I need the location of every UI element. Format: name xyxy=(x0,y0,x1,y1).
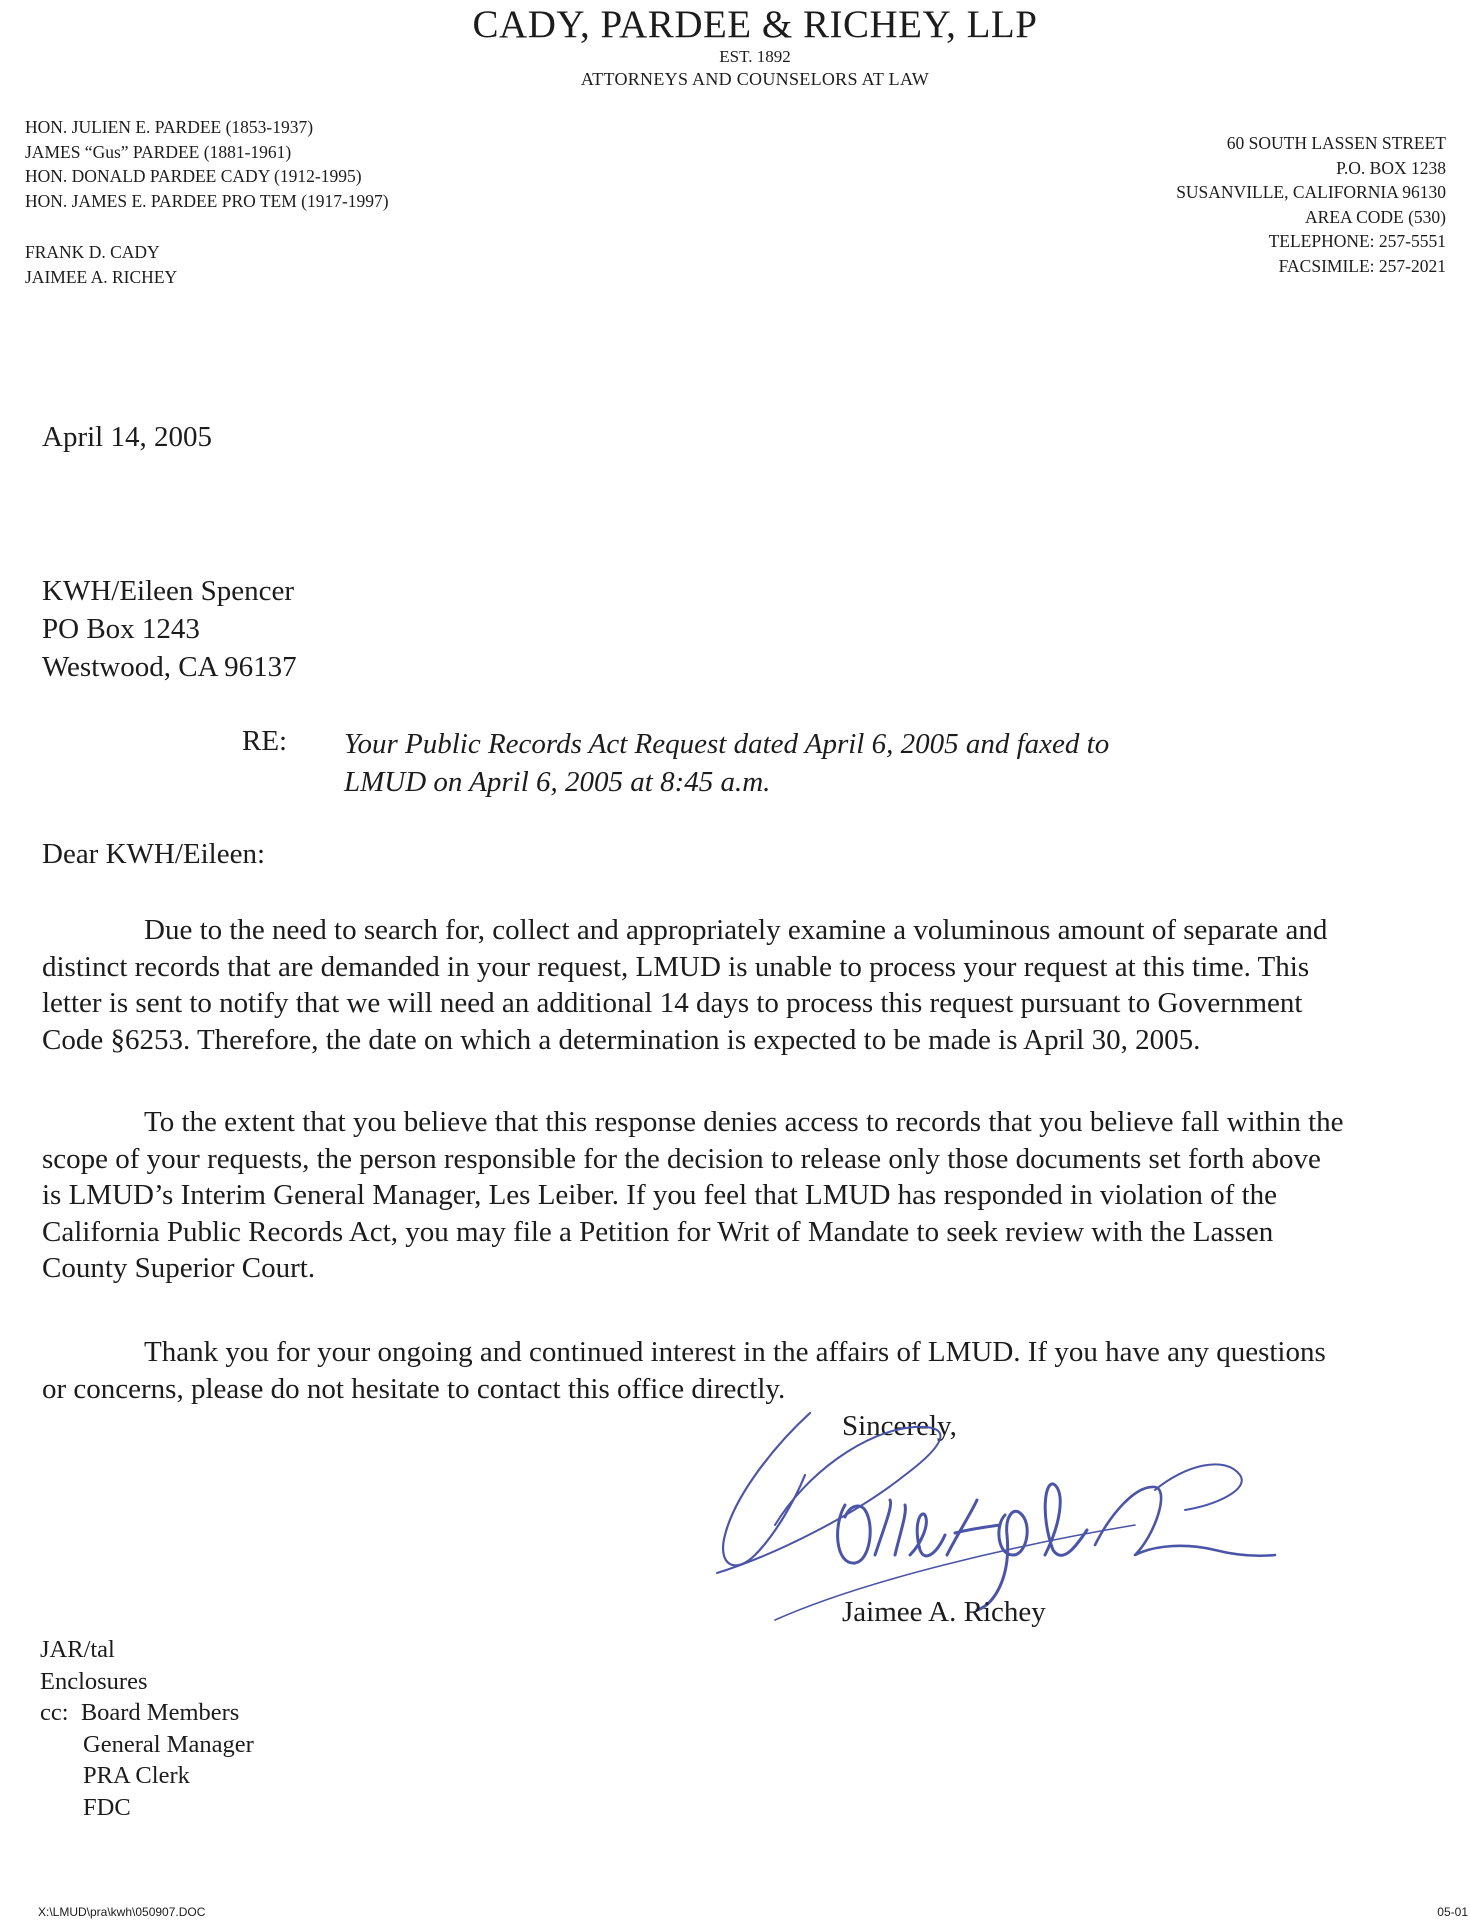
paragraph-line: is LMUD’s Interim General Manager, Les Leiber. If you feel that LMUD has responded in violation of the xyxy=(42,1179,1278,1211)
document-code: 05-01 xyxy=(1437,1905,1468,1919)
paragraph-line: or concerns, please do not hesitate to contact this office directly. xyxy=(42,1372,786,1405)
historic-partner: HON. JULIEN E. PARDEE (1853-1937) xyxy=(25,117,314,137)
cc-label: cc: xyxy=(40,1699,69,1726)
historic-partner: HON. DONALD PARDEE CADY (1912-1995) xyxy=(25,166,362,186)
salutation: Dear KWH/Eileen: xyxy=(42,838,266,870)
firm-address xyxy=(1176,131,1446,278)
subject-text: LMUD on April 6, 2005 at 8:45 a.m. xyxy=(344,766,771,798)
recipient-line: Westwood, CA 96137 xyxy=(42,651,297,683)
address-line: 60 SOUTH LASSEN STREET xyxy=(1226,133,1446,153)
firm-tagline: ATTORNEYS AND COUNSELORS AT LAW xyxy=(580,69,930,89)
address-line: TELEPHONE: 257-5551 xyxy=(1268,231,1446,251)
cc-recipient: PRA Clerk xyxy=(83,1762,190,1789)
address-line: SUSANVILLE, CALIFORNIA 96130 xyxy=(1176,182,1446,202)
re-label: RE: xyxy=(242,725,288,757)
notation-block xyxy=(40,1634,254,1823)
paragraph-line: Due to the need to search for, collect and appropriately examine a voluminous amount of separate and xyxy=(144,914,1328,946)
current-partner: JAIMEE A. RICHEY xyxy=(25,266,178,287)
paragraph-line: Code §6253. Therefore, the date on which a determination is expected to be made is April 30, 2005. xyxy=(42,1023,1201,1056)
historic-partner: HON. JAMES E. PARDEE PRO TEM (1917-1997) xyxy=(25,190,389,211)
closing: Sincerely, xyxy=(842,1410,957,1442)
enclosures-note: Enclosures xyxy=(40,1667,148,1695)
subject-line xyxy=(344,725,1109,801)
firm-name: CADY, PARDEE & RICHEY, LLP xyxy=(472,3,1038,46)
current-partner: FRANK D. CADY xyxy=(25,242,160,262)
address-line: AREA CODE (530) xyxy=(1305,206,1446,227)
file-path: X:\LMUD\pra\kwh\050907.DOC xyxy=(38,1905,206,1919)
paragraph-line: County Superior Court. xyxy=(42,1252,316,1284)
body-paragraph xyxy=(42,1334,1442,1407)
established-year: EST. 1892 xyxy=(719,47,791,66)
recipient-line: PO Box 1243 xyxy=(42,613,200,645)
paragraph-line: To the extent that you believe that this response denies access to records that you believe fall within the xyxy=(144,1106,1344,1138)
recipient-line: KWH/Eileen Spencer xyxy=(42,575,295,607)
typist-initials: JAR/tal xyxy=(40,1636,115,1663)
address-line: P.O. BOX 1238 xyxy=(1336,157,1446,178)
cc-recipient: Board Members xyxy=(80,1699,240,1726)
paragraph-line: scope of your requests, the person responsible for the decision to release only those documents set forth above xyxy=(42,1142,1321,1175)
paragraph-line: distinct records that are demanded in your request, LMUD is unable to process your request at this time. This xyxy=(42,950,1310,983)
letter-date: April 14, 2005 xyxy=(42,421,212,453)
address-line: FACSIMILE: 257-2021 xyxy=(1278,255,1446,276)
historic-partners-list xyxy=(25,115,389,213)
current-partners-list xyxy=(25,240,177,289)
paragraph-line: California Public Records Act, you may file a Petition for Writ of Mandate to seek review with the Lassen xyxy=(42,1215,1274,1248)
historic-partner: JAMES “Gus” PARDEE (1881-1961) xyxy=(25,141,292,162)
cc-recipient: FDC xyxy=(83,1793,131,1821)
cc-first-line xyxy=(40,1697,254,1729)
paragraph-line: letter is sent to notify that we will need an additional 14 days to process this request pursuant to Government xyxy=(42,987,1303,1019)
paragraph-line: Thank you for your ongoing and continued interest in the affairs of LMUD. If you have any questions xyxy=(144,1336,1326,1368)
subject-text: Your Public Records Act Request dated April 6, 2005 and faxed to xyxy=(344,728,1110,760)
body-paragraph xyxy=(42,1104,1442,1287)
recipient-block xyxy=(42,572,297,686)
body-paragraph xyxy=(42,912,1442,1058)
signer-name: Jaimee A. Richey xyxy=(842,1596,1046,1628)
cc-recipient: General Manager xyxy=(83,1730,254,1758)
